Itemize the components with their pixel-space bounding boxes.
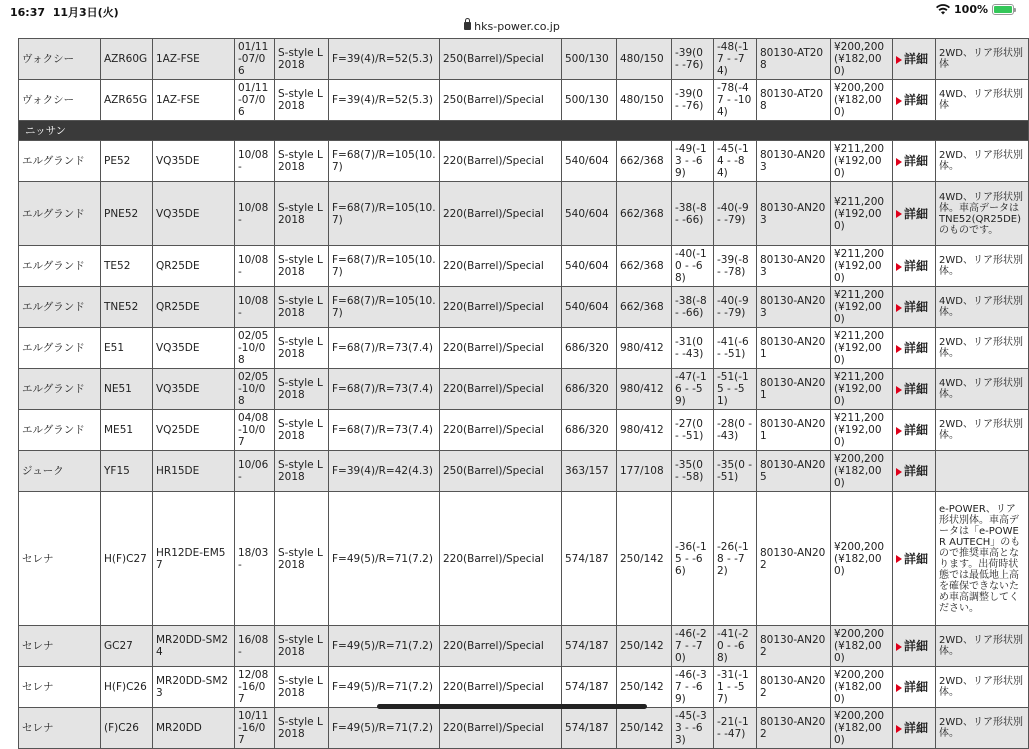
- car-name-cell: エルグランド: [19, 246, 101, 287]
- kit-cell: S-style L 2018: [275, 626, 329, 667]
- detail-link[interactable]: [893, 410, 936, 451]
- length-front-cell: 500/130: [562, 80, 617, 121]
- spring-rate-cell: F=68(7)/R=105(10.7): [329, 246, 440, 287]
- spring-rate-cell: F=39(4)/R=42(4.3): [329, 451, 440, 492]
- height-front-cell: -38(-8 - -66): [672, 287, 714, 328]
- length-rear-cell: 480/150: [617, 39, 672, 80]
- model-code-cell: ME51: [101, 410, 153, 451]
- price-cell: ¥200,200 (¥182,000): [831, 667, 893, 708]
- height-front-cell: -46(-37 - -69): [672, 667, 714, 708]
- detail-label[interactable]: 詳細: [904, 423, 929, 437]
- detail-link[interactable]: [893, 141, 936, 182]
- model-code-cell: NE51: [101, 369, 153, 410]
- notes-cell: 2WD、リア形状別体。: [936, 667, 1029, 708]
- part-number-cell: 80130-AT208: [757, 80, 831, 121]
- engine-cell: MR20DD-SM23: [153, 667, 235, 708]
- length-front-cell: 500/130: [562, 39, 617, 80]
- notes-cell: 2WD、リア形状別体。: [936, 141, 1029, 182]
- damper-cell: 220(Barrel)/Special: [440, 492, 562, 626]
- table-row: [19, 246, 1029, 287]
- table-row: [19, 141, 1029, 182]
- detail-label[interactable]: 詳細: [904, 382, 929, 396]
- engine-cell: VQ35DE: [153, 328, 235, 369]
- length-front-cell: 686/320: [562, 410, 617, 451]
- kit-cell: S-style L 2018: [275, 287, 329, 328]
- model-code-cell: GC27: [101, 626, 153, 667]
- engine-cell: 1AZ-FSE: [153, 39, 235, 80]
- detail-label[interactable]: 詳細: [904, 206, 929, 221]
- car-name-cell: セレナ: [19, 667, 101, 708]
- spring-rate-cell: F=68(7)/R=105(10.7): [329, 141, 440, 182]
- damper-cell: 220(Barrel)/Special: [440, 369, 562, 410]
- maker-header-row: [19, 121, 1029, 141]
- length-rear-cell: 980/412: [617, 369, 672, 410]
- engine-cell: HR15DE: [153, 451, 235, 492]
- length-front-cell: 363/157: [562, 451, 617, 492]
- price-cell: ¥200,200 (¥182,000): [831, 492, 893, 626]
- price-cell: ¥200,200 (¥182,000): [831, 708, 893, 749]
- damper-cell: 220(Barrel)/Special: [440, 246, 562, 287]
- battery-icon: [992, 4, 1014, 15]
- length-front-cell: 686/320: [562, 369, 617, 410]
- car-name-cell: エルグランド: [19, 141, 101, 182]
- table-row: [19, 80, 1029, 121]
- year-cell: 16/08-: [235, 626, 275, 667]
- length-rear-cell: 250/142: [617, 708, 672, 749]
- model-code-cell: TNE52: [101, 287, 153, 328]
- year-cell: 01/11-07/06: [235, 80, 275, 121]
- model-code-cell: AZR65G: [101, 80, 153, 121]
- spring-rate-cell: F=49(5)/R=71(7.2): [329, 667, 440, 708]
- address-bar[interactable]: [0, 20, 1024, 37]
- notes-cell: 2WD、リア形状別体。: [936, 626, 1029, 667]
- height-rear-cell: -48(-17 - -74): [714, 39, 757, 80]
- red-triangle-icon: [896, 345, 902, 353]
- damper-cell: 250(Barrel)/Special: [440, 80, 562, 121]
- year-cell: 18/03-: [235, 492, 275, 626]
- year-cell: 12/08-16/07: [235, 667, 275, 708]
- detail-link[interactable]: [893, 451, 936, 492]
- height-rear-cell: -78(-47 - -104): [714, 80, 757, 121]
- red-triangle-icon: [896, 210, 902, 218]
- height-rear-cell: -26(-18 - -72): [714, 492, 757, 626]
- price-cell: ¥211,200 (¥192,000): [831, 410, 893, 451]
- height-rear-cell: -39(-8 - -78): [714, 246, 757, 287]
- price-cell: ¥211,200 (¥192,000): [831, 287, 893, 328]
- part-number-cell: 80130-AN203: [757, 287, 831, 328]
- detail-link[interactable]: [893, 39, 936, 80]
- engine-cell: HR12DE-EM57: [153, 492, 235, 626]
- detail-link[interactable]: [893, 182, 936, 246]
- damper-cell: 220(Barrel)/Special: [440, 141, 562, 182]
- height-front-cell: -45(-33 - -63): [672, 708, 714, 749]
- spring-rate-cell: F=68(7)/R=73(7.4): [329, 410, 440, 451]
- spring-rate-cell: F=68(7)/R=105(10.7): [329, 287, 440, 328]
- length-front-cell: 540/604: [562, 287, 617, 328]
- length-rear-cell: 480/150: [617, 80, 672, 121]
- price-cell: ¥211,200 (¥192,000): [831, 141, 893, 182]
- detail-label[interactable]: 詳細: [904, 154, 929, 168]
- model-code-cell: PNE52: [101, 182, 153, 246]
- car-name-cell: ヴォクシー: [19, 80, 101, 121]
- home-indicator[interactable]: [377, 704, 647, 709]
- engine-cell: VQ25DE: [153, 410, 235, 451]
- height-front-cell: -47(-16 - -59): [672, 369, 714, 410]
- red-triangle-icon: [896, 158, 902, 166]
- height-rear-cell: -21(-1 - -47): [714, 708, 757, 749]
- engine-cell: VQ35DE: [153, 182, 235, 246]
- table-row: [19, 626, 1029, 667]
- length-front-cell: 686/320: [562, 328, 617, 369]
- table-row: [19, 708, 1029, 749]
- length-front-cell: 540/604: [562, 182, 617, 246]
- notes-cell: e-POWER、リア形状別体。車高データは「e-POWER AUTECH」のもので推奨車高となります。出荷時状態では最低地上高を確保できないため車高調整してください。: [936, 492, 1029, 626]
- price-cell: ¥200,200 (¥182,000): [831, 451, 893, 492]
- notes-cell: 2WD、リア形状別体。: [936, 328, 1029, 369]
- detail-label[interactable]: 詳細: [904, 639, 929, 653]
- height-rear-cell: -31(-11 - -57): [714, 667, 757, 708]
- year-cell: 10/08-: [235, 287, 275, 328]
- lock-icon: [464, 22, 471, 30]
- kit-cell: S-style L 2018: [275, 141, 329, 182]
- length-front-cell: 574/187: [562, 492, 617, 626]
- detail-link[interactable]: [893, 708, 936, 749]
- battery-percent: 100%: [954, 3, 988, 16]
- height-front-cell: -35(0 - -58): [672, 451, 714, 492]
- height-front-cell: -49(-13 - -69): [672, 141, 714, 182]
- length-rear-cell: 662/368: [617, 141, 672, 182]
- year-cell: 01/11-07/06: [235, 39, 275, 80]
- kit-cell: S-style L 2018: [275, 410, 329, 451]
- red-triangle-icon: [896, 468, 902, 476]
- kit-cell: S-style L 2018: [275, 492, 329, 626]
- year-cell: 10/11-16/07: [235, 708, 275, 749]
- part-number-cell: 80130-AN202: [757, 708, 831, 749]
- notes-cell: 4WD、リア形状別体: [936, 80, 1029, 121]
- spring-rate-cell: F=49(5)/R=71(7.2): [329, 626, 440, 667]
- spring-rate-cell: F=49(5)/R=71(7.2): [329, 492, 440, 626]
- car-name-cell: セレナ: [19, 492, 101, 626]
- detail-label[interactable]: 詳細: [904, 52, 929, 66]
- part-number-cell: 80130-AN202: [757, 626, 831, 667]
- height-front-cell: -36(-15 - -66): [672, 492, 714, 626]
- red-triangle-icon: [896, 97, 902, 105]
- engine-cell: VQ35DE: [153, 141, 235, 182]
- table-row: [19, 667, 1029, 708]
- length-rear-cell: 980/412: [617, 328, 672, 369]
- red-triangle-icon: [896, 56, 902, 64]
- car-name-cell: セレナ: [19, 708, 101, 749]
- kit-cell: S-style L 2018: [275, 39, 329, 80]
- detail-label[interactable]: 詳細: [904, 464, 929, 478]
- car-name-cell: セレナ: [19, 626, 101, 667]
- detail-link[interactable]: [893, 80, 936, 121]
- kit-cell: S-style L 2018: [275, 246, 329, 287]
- year-cell: 10/08-: [235, 246, 275, 287]
- detail-link[interactable]: [893, 492, 936, 626]
- spring-rate-cell: F=68(7)/R=105(10.7): [329, 182, 440, 246]
- engine-cell: MR20DD: [153, 708, 235, 749]
- year-cell: 02/05-10/08: [235, 369, 275, 410]
- price-cell: ¥211,200 (¥192,000): [831, 328, 893, 369]
- damper-cell: 250(Barrel)/Special: [440, 39, 562, 80]
- car-name-cell: ジューク: [19, 451, 101, 492]
- kit-cell: S-style L 2018: [275, 667, 329, 708]
- price-cell: ¥200,200 (¥182,000): [831, 626, 893, 667]
- engine-cell: 1AZ-FSE: [153, 80, 235, 121]
- table-row: [19, 39, 1029, 80]
- fitment-table-container: [18, 38, 1028, 746]
- model-code-cell: H(F)C26: [101, 667, 153, 708]
- table-row: [19, 369, 1029, 410]
- part-number-cell: 80130-AN201: [757, 369, 831, 410]
- model-code-cell: E51: [101, 328, 153, 369]
- notes-cell: 4WD、リア形状別体。: [936, 287, 1029, 328]
- damper-cell: 220(Barrel)/Special: [440, 667, 562, 708]
- spring-rate-cell: F=49(5)/R=71(7.2): [329, 708, 440, 749]
- notes-cell: [936, 451, 1029, 492]
- red-triangle-icon: [896, 427, 902, 435]
- damper-cell: 220(Barrel)/Special: [440, 328, 562, 369]
- height-front-cell: -31(0 - -43): [672, 328, 714, 369]
- notes-cell: 2WD、リア形状別体。: [936, 708, 1029, 749]
- price-cell: ¥200,200 (¥182,000): [831, 80, 893, 121]
- red-triangle-icon: [896, 263, 902, 271]
- notes-cell: 2WD、リア形状別体: [936, 39, 1029, 80]
- year-cell: 02/05-10/08: [235, 328, 275, 369]
- damper-cell: 220(Barrel)/Special: [440, 287, 562, 328]
- notes-cell: 4WD、リア形状別体。: [936, 369, 1029, 410]
- kit-cell: S-style L 2018: [275, 451, 329, 492]
- car-name-cell: エルグランド: [19, 287, 101, 328]
- detail-link[interactable]: [893, 328, 936, 369]
- part-number-cell: 80130-AN202: [757, 667, 831, 708]
- year-cell: 10/06-: [235, 451, 275, 492]
- detail-link[interactable]: [893, 246, 936, 287]
- car-name-cell: エルグランド: [19, 369, 101, 410]
- length-front-cell: 540/604: [562, 141, 617, 182]
- price-cell: ¥200,200 (¥182,000): [831, 39, 893, 80]
- red-triangle-icon: [896, 386, 902, 394]
- kit-cell: S-style L 2018: [275, 328, 329, 369]
- detail-link[interactable]: [893, 626, 936, 667]
- spring-rate-cell: F=68(7)/R=73(7.4): [329, 328, 440, 369]
- model-code-cell: (F)C26: [101, 708, 153, 749]
- notes-cell: 2WD、リア形状別体。: [936, 410, 1029, 451]
- spring-rate-cell: F=39(4)/R=52(5.3): [329, 80, 440, 121]
- height-rear-cell: -41(-20 - -68): [714, 626, 757, 667]
- height-front-cell: -46(-27 - -70): [672, 626, 714, 667]
- length-front-cell: 574/187: [562, 708, 617, 749]
- kit-cell: S-style L 2018: [275, 182, 329, 246]
- year-cell: 04/08-10/07: [235, 410, 275, 451]
- damper-cell: 220(Barrel)/Special: [440, 410, 562, 451]
- height-front-cell: -39(0 - -76): [672, 39, 714, 80]
- length-rear-cell: 250/142: [617, 667, 672, 708]
- height-rear-cell: -51(-15 - -51): [714, 369, 757, 410]
- damper-cell: 220(Barrel)/Special: [440, 708, 562, 749]
- height-rear-cell: -28(0 - -43): [714, 410, 757, 451]
- length-rear-cell: 250/142: [617, 492, 672, 626]
- car-name-cell: エルグランド: [19, 328, 101, 369]
- height-front-cell: -27(0 - -51): [672, 410, 714, 451]
- part-number-cell: 80130-AN205: [757, 451, 831, 492]
- part-number-cell: 80130-AN202: [757, 492, 831, 626]
- car-name-cell: エルグランド: [19, 410, 101, 451]
- detail-label[interactable]: 詳細: [904, 721, 929, 735]
- red-triangle-icon: [896, 304, 902, 312]
- part-number-cell: 80130-AT208: [757, 39, 831, 80]
- price-cell: ¥211,200 (¥192,000): [831, 369, 893, 410]
- fitment-table: [18, 38, 1029, 749]
- model-code-cell: PE52: [101, 141, 153, 182]
- model-code-cell: TE52: [101, 246, 153, 287]
- damper-cell: 220(Barrel)/Special: [440, 182, 562, 246]
- table-row: [19, 328, 1029, 369]
- table-row: [19, 410, 1029, 451]
- engine-cell: VQ35DE: [153, 369, 235, 410]
- notes-cell: 4WD、リア形状別体。車高データは TNE52(QR25DE) のものです。: [936, 182, 1029, 246]
- status-bar: [0, 0, 1024, 20]
- model-code-cell: AZR60G: [101, 39, 153, 80]
- engine-cell: QR25DE: [153, 287, 235, 328]
- detail-label[interactable]: 詳細: [904, 680, 929, 694]
- price-cell: ¥211,200 (¥192,000): [831, 182, 893, 246]
- detail-label[interactable]: 詳細: [904, 93, 929, 107]
- engine-cell: QR25DE: [153, 246, 235, 287]
- length-rear-cell: 980/412: [617, 410, 672, 451]
- red-triangle-icon: [896, 643, 902, 651]
- table-row: [19, 182, 1029, 246]
- part-number-cell: 80130-AN201: [757, 410, 831, 451]
- damper-cell: 250(Barrel)/Special: [440, 451, 562, 492]
- car-name-cell: ヴォクシー: [19, 39, 101, 80]
- height-front-cell: -40(-10 - -68): [672, 246, 714, 287]
- url-text[interactable]: hks-power.co.jp: [474, 20, 560, 33]
- length-front-cell: 540/604: [562, 246, 617, 287]
- spring-rate-cell: F=68(7)/R=73(7.4): [329, 369, 440, 410]
- length-rear-cell: 250/142: [617, 626, 672, 667]
- detail-link[interactable]: [893, 667, 936, 708]
- table-row: [19, 287, 1029, 328]
- height-rear-cell: -45(-14 - -84): [714, 141, 757, 182]
- notes-cell: 2WD、リア形状別体。: [936, 246, 1029, 287]
- year-cell: 10/08-: [235, 182, 275, 246]
- red-triangle-icon: [896, 725, 902, 733]
- detail-label[interactable]: 詳細: [904, 551, 929, 566]
- table-row: [19, 451, 1029, 492]
- height-rear-cell: -40(-9 - -79): [714, 182, 757, 246]
- table-body: [19, 39, 1029, 749]
- damper-cell: 220(Barrel)/Special: [440, 626, 562, 667]
- detail-label[interactable]: 詳細: [904, 259, 929, 273]
- length-front-cell: 574/187: [562, 667, 617, 708]
- detail-link[interactable]: [893, 369, 936, 410]
- part-number-cell: 80130-AN201: [757, 328, 831, 369]
- model-code-cell: H(F)C27: [101, 492, 153, 626]
- status-time: 16:37 11月3日(火): [10, 6, 119, 19]
- length-rear-cell: 662/368: [617, 287, 672, 328]
- table-row: [19, 492, 1029, 626]
- year-cell: 10/08-: [235, 141, 275, 182]
- model-code-cell: YF15: [101, 451, 153, 492]
- height-front-cell: -39(0 - -76): [672, 80, 714, 121]
- height-rear-cell: -40(-9 - -79): [714, 287, 757, 328]
- spring-rate-cell: F=39(4)/R=52(5.3): [329, 39, 440, 80]
- part-number-cell: 80130-AN203: [757, 246, 831, 287]
- height-rear-cell: -35(0 - -51): [714, 451, 757, 492]
- height-front-cell: -38(-8 - -66): [672, 182, 714, 246]
- length-rear-cell: 662/368: [617, 246, 672, 287]
- red-triangle-icon: [896, 555, 902, 563]
- detail-label[interactable]: 詳細: [904, 300, 929, 314]
- red-triangle-icon: [896, 684, 902, 692]
- length-rear-cell: 662/368: [617, 182, 672, 246]
- wifi-icon: [936, 4, 950, 15]
- part-number-cell: 80130-AN203: [757, 182, 831, 246]
- status-right: [936, 3, 1014, 16]
- kit-cell: S-style L 2018: [275, 369, 329, 410]
- height-rear-cell: -41(-6 - -51): [714, 328, 757, 369]
- detail-label[interactable]: 詳細: [904, 341, 929, 355]
- length-rear-cell: 177/108: [617, 451, 672, 492]
- part-number-cell: 80130-AN203: [757, 141, 831, 182]
- engine-cell: MR20DD-SM24: [153, 626, 235, 667]
- kit-cell: S-style L 2018: [275, 80, 329, 121]
- kit-cell: S-style L 2018: [275, 708, 329, 749]
- maker-name: ニッサン: [19, 121, 1029, 141]
- price-cell: ¥211,200 (¥192,000): [831, 246, 893, 287]
- length-front-cell: 574/187: [562, 626, 617, 667]
- car-name-cell: エルグランド: [19, 182, 101, 246]
- detail-link[interactable]: [893, 287, 936, 328]
